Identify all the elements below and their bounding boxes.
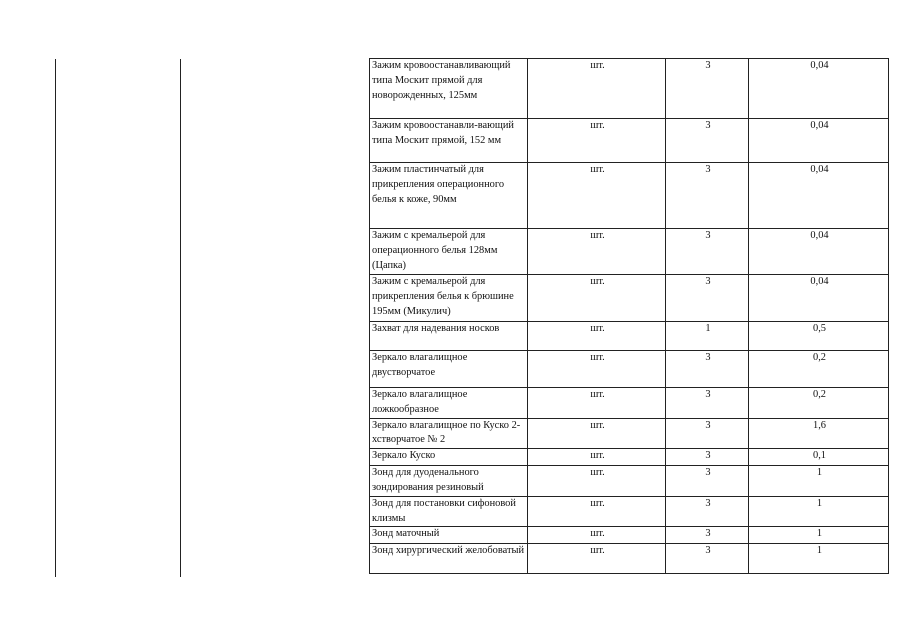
second-column-border [180,59,181,577]
item-unit: шт. [528,496,666,527]
item-quantity: 3 [666,59,749,119]
table-body [370,59,889,574]
item-value: 0,04 [749,119,889,163]
table-row [370,527,889,544]
item-name: Зеркало влагалищное по Куско 2-хстворчатое № 2 [370,418,528,449]
item-unit: шт. [528,59,666,119]
table-row [370,466,889,497]
item-value: 1 [749,544,889,574]
item-unit: шт. [528,351,666,388]
table-row [370,449,889,466]
equipment-table [369,58,889,574]
item-name: Зонд маточный [370,527,528,544]
item-value: 1 [749,466,889,497]
item-value: 1,6 [749,418,889,449]
item-name: Зонд для дуоденального зондирования резиновый [370,466,528,497]
item-name: Зонд хирургический желобоватый [370,544,528,574]
item-unit: шт. [528,388,666,419]
item-unit: шт. [528,163,666,229]
item-unit: шт. [528,544,666,574]
item-quantity: 3 [666,388,749,419]
table-row [370,544,889,574]
item-name: Зажим кровоостанавли-вающий типа Москит прямой, 152 мм [370,119,528,163]
item-quantity: 3 [666,449,749,466]
table-row [370,229,889,275]
item-quantity: 3 [666,119,749,163]
table-row [370,351,889,388]
item-quantity: 3 [666,466,749,497]
item-quantity: 3 [666,163,749,229]
item-quantity: 3 [666,275,749,322]
table-row [370,163,889,229]
item-value: 0,1 [749,449,889,466]
item-quantity: 3 [666,496,749,527]
item-unit: шт. [528,418,666,449]
item-value: 1 [749,527,889,544]
item-unit: шт. [528,449,666,466]
table-row [370,322,889,351]
item-quantity: 3 [666,527,749,544]
item-value: 0,04 [749,59,889,119]
item-value: 0,04 [749,275,889,322]
item-unit: шт. [528,466,666,497]
table-row [370,119,889,163]
left-column-border [55,59,56,577]
table-row [370,496,889,527]
item-name: Зонд для постановки сифоновой клизмы [370,496,528,527]
item-unit: шт. [528,275,666,322]
item-value: 1 [749,496,889,527]
table-row [370,275,889,322]
item-value: 0,2 [749,351,889,388]
item-quantity: 3 [666,229,749,275]
item-name: Зажим пластинчатый для прикрепления операционного белья к коже, 90мм [370,163,528,229]
table-row [370,388,889,419]
item-name: Зеркало влагалищное ложкообразное [370,388,528,419]
table-row [370,59,889,119]
item-quantity: 3 [666,351,749,388]
item-name: Зеркало Куско [370,449,528,466]
item-unit: шт. [528,229,666,275]
item-value: 0,04 [749,229,889,275]
item-quantity: 3 [666,544,749,574]
item-unit: шт. [528,119,666,163]
item-quantity: 3 [666,418,749,449]
item-value: 0,04 [749,163,889,229]
item-unit: шт. [528,322,666,351]
item-name: Зажим с кремальерой для прикрепления белья к брюшине 195мм (Микулич) [370,275,528,322]
item-quantity: 1 [666,322,749,351]
item-value: 0,2 [749,388,889,419]
item-unit: шт. [528,527,666,544]
table-row [370,418,889,449]
item-name: Зажим с кремальерой для операционного белья 128мм (Цапка) [370,229,528,275]
item-name: Зажим кровоостанавливающий типа Москит прямой для новорожденных, 125мм [370,59,528,119]
item-name: Зеркало влагалищное двустворчатое [370,351,528,388]
item-value: 0,5 [749,322,889,351]
item-name: Захват для надевания носков [370,322,528,351]
